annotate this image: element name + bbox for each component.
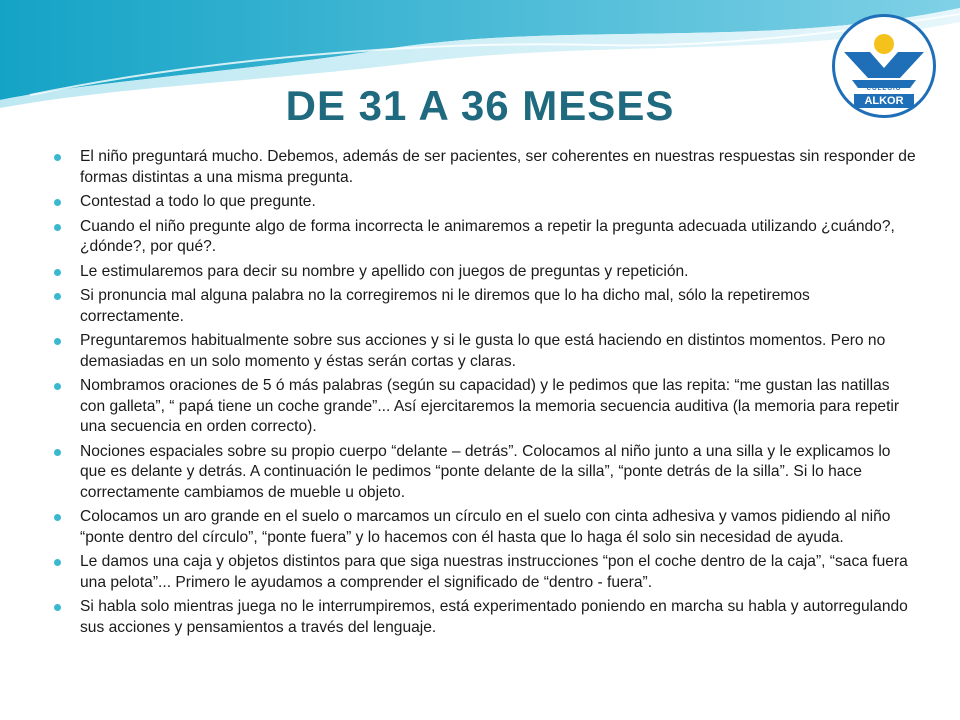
- bullet-dot-icon: [54, 338, 61, 345]
- bullet-item: [52, 217, 916, 258]
- bullet-dot-icon: [54, 154, 61, 161]
- bullet-item: [52, 331, 916, 372]
- bullet-text: Nociones espaciales sobre su propio cuerpo “delante – detrás”. Colocamos al niño junto a una silla y le explicamos lo que es delante y detrás. A continuación le pedimos “ponte delante de la silla”, “ponte detrás de la silla”. Si lo hace correctamente cambiamos de mueble u objeto.: [80, 442, 891, 501]
- bullet-item: [52, 507, 916, 548]
- bullet-text: Le estimularemos para decir su nombre y apellido con juegos de preguntas y repetición.: [80, 262, 689, 280]
- bullet-dot-icon: [54, 199, 61, 206]
- bullet-text: Contestad a todo lo que pregunte.: [80, 193, 316, 210]
- bullet-item: [52, 552, 916, 593]
- bullet-text: Preguntaremos habitualmente sobre sus acciones y si le gusta lo que está haciendo en distintos momentos. Pero no demasiadas en un solo momento y éstas serán cortas y claras.: [80, 332, 886, 370]
- bullet-dot-icon: [54, 514, 61, 521]
- bullet-item: [52, 192, 916, 213]
- bullet-item: [52, 442, 916, 504]
- slide-title: DE 31 A 36 MESES: [285, 82, 675, 129]
- bullet-dot-icon: [54, 269, 61, 276]
- bullet-dot-icon: [54, 383, 61, 390]
- bullet-text: Cuando el niño pregunte algo de forma incorrecta le animaremos a repetir la pregunta adecuada utilizando ¿cuándo?, ¿dónde?, por qué?.: [80, 217, 895, 255]
- bullet-item: [52, 376, 916, 438]
- bullet-text: Si pronuncia mal alguna palabra no la corregiremos ni le diremos que lo ha dicho mal, sólo la repetiremos correctamente.: [80, 287, 810, 325]
- bullet-item: [52, 262, 916, 283]
- bullet-dot-icon: [54, 224, 61, 231]
- bullet-dot-icon: [54, 293, 61, 300]
- bullet-text: Si habla solo mientras juega no le interrumpiremos, está experimentado poniendo en marcha su habla y autorregulando sus acciones y pensamientos a través del lenguaje.: [80, 598, 908, 636]
- bullet-dot-icon: [54, 449, 61, 456]
- bullet-item: [52, 147, 916, 188]
- logo-colegio-text: COLEGIO: [866, 86, 902, 92]
- bullet-text: Colocamos un aro grande en el suelo o marcamos un círculo en el suelo con cinta adhesiva y vamos pidiendo al niño “ponte dentro del círculo”, “ponte fuera” y lo hacemos con él hasta que lo haga él solo sin necesidad de ayuda.: [80, 508, 891, 546]
- bullet-text: El niño preguntará mucho. Debemos, además de ser pacientes, ser coherentes en nuestras respuestas sin responder de formas distintas a una misma pregunta.: [80, 148, 916, 186]
- bullet-dot-icon: [54, 604, 61, 611]
- bullet-text: Nombramos oraciones de 5 ó más palabras (según su capacidad) y le pedimos que las repita: “me gustan las natillas con galleta”, “ papá tiene un coche grande”... Así ejercitaremos la memoria secuencia auditiva (la memoria para repetir una secuencia en orden correcto).: [80, 377, 900, 435]
- bullet-item: [52, 597, 916, 638]
- bullet-text: Le damos una caja y objetos distintos para que siga nuestras instrucciones “pon el coche dentro de la caja”, “saca fuera una pelota”... Primero le ayudamos a comprender el significado de “dentro - fuera”.: [80, 553, 908, 591]
- bullet-list: [52, 147, 916, 642]
- bullet-item: [52, 286, 916, 327]
- logo-name-text: ALKOR: [854, 94, 914, 108]
- bullet-dot-icon: [54, 559, 61, 566]
